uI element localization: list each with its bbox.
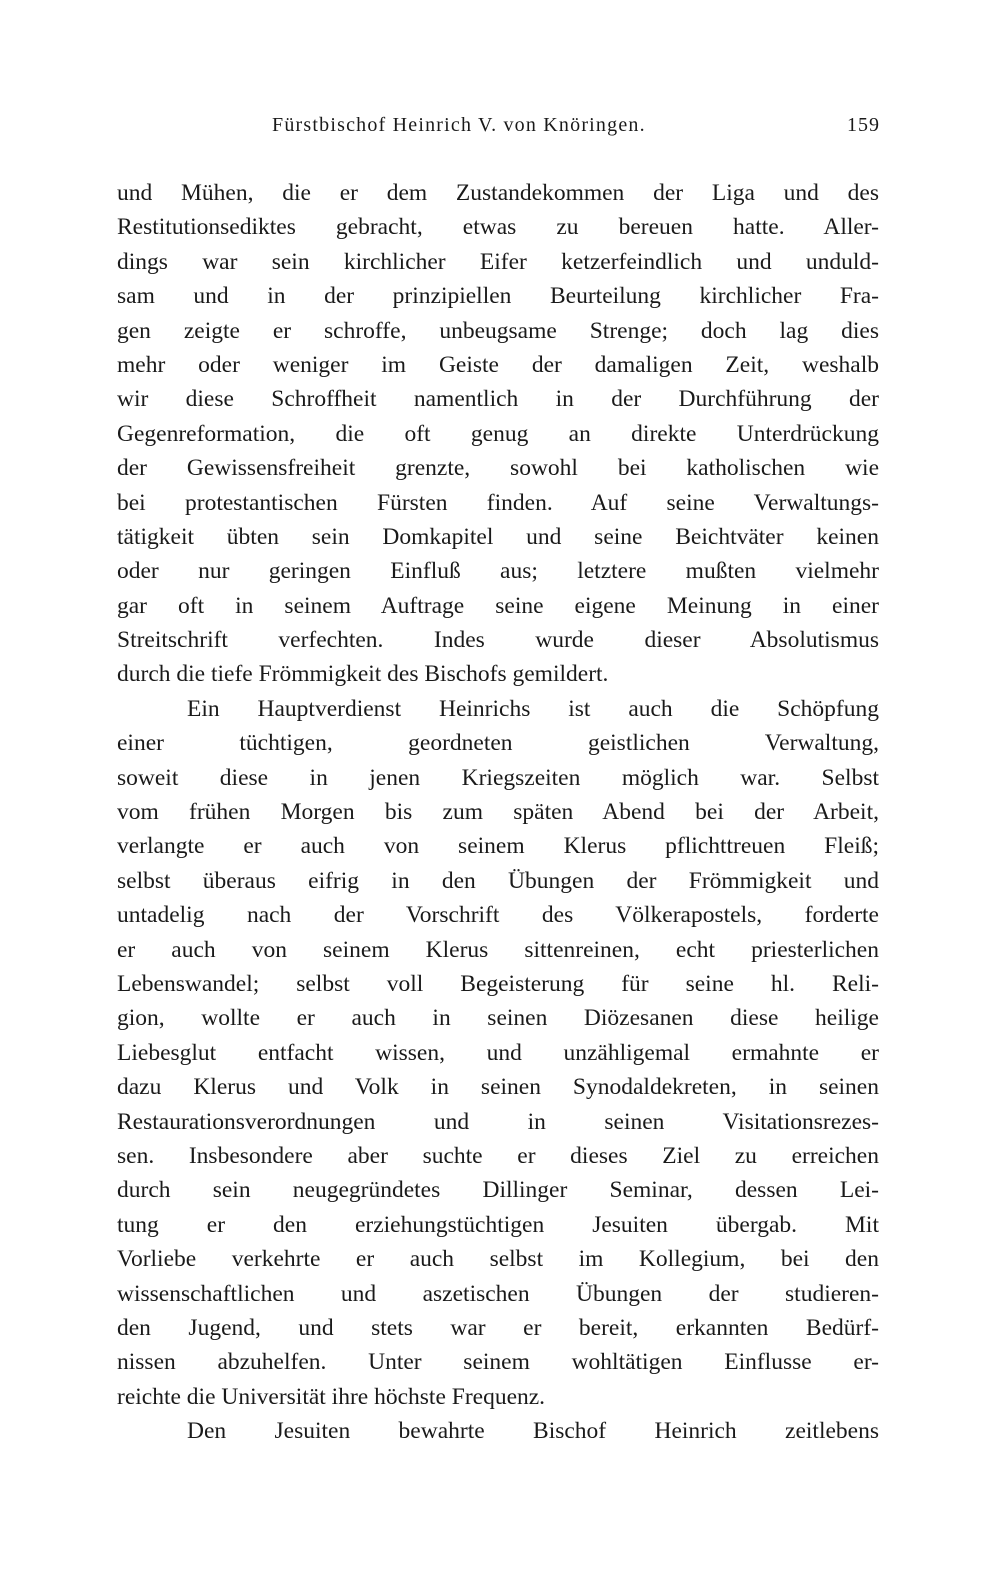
text-line: den Jugend, und stets war er bereit, erkannten Bedürf- [117,1314,879,1341]
text-line: reichte die Universität ihre höchste Frequenz. [117,1383,546,1410]
text-line: soweit diese in jenen Kriegszeiten möglich war. Selbst [117,764,879,791]
text-line: Vorliebe verkehrte er auch selbst im Kollegium, bei den [117,1246,879,1273]
text-line: gen zeigte er schroffe, unbeugsame Strenge; doch lag dies [117,317,879,344]
text-line: vom frühen Morgen bis zum späten Abend bei der Arbeit, [117,799,879,826]
text-line: gar oft in seinem Auftrage seine eigene Meinung in einer [117,592,879,619]
text-line: Streitschrift verfechten. Indes wurde dieser Absolutismus [117,627,879,654]
text-line: oder nur geringen Einfluß aus; letztere mußten vielmehr [117,558,879,585]
text-line: dings war sein kirchlicher Eifer ketzerfeindlich und unduld- [117,248,879,275]
text-line: sen. Insbesondere aber suchte er dieses Ziel zu erreichen [117,1142,879,1169]
text-line: Liebesglut entfacht wissen, und unzähligemal ermahnte er [117,1039,879,1066]
text-line: selbst überaus eifrig in den Übungen der Frömmigkeit und [117,867,879,894]
page-header [272,114,880,144]
text-line: untadelig nach der Vorschrift des Völkerapostels, forderte [117,902,879,929]
text-line: tung er den erziehungstüchtigen Jesuiten übergab. Mit [117,1211,879,1238]
text-line: verlangte er auch von seinem Klerus pflichttreuen Fleiß; [117,833,879,860]
text-line: mehr oder weniger im Geiste der damaligen Zeit, weshalb [117,351,879,378]
text-line: Restitutionsediktes gebracht, etwas zu bereuen hatte. Aller- [117,214,879,241]
text-line: Gegenreformation, die oft genug an direkte Unterdrückung [117,420,879,447]
text-line: Lebenswandel; selbst voll Begeisterung für seine hl. Reli- [117,970,879,997]
text-line: dazu Klerus und Volk in seinen Synodaldekreten, in seinen [117,1074,879,1101]
text-line: durch die tiefe Frömmigkeit des Bischofs gemildert. [117,661,609,688]
text-line: bei protestantischen Fürsten finden. Auf seine Verwaltungs- [117,489,879,516]
text-line: durch sein neugegründetes Dillinger Seminar, dessen Lei- [117,1177,879,1204]
text-line: gion, wollte er auch in seinen Diözesanen diese heilige [117,1005,879,1032]
text-line: wissenschaftlichen und aszetischen Übungen der studieren- [117,1280,879,1307]
text-line: und Mühen, die er dem Zustandekommen der Liga und des [117,180,879,206]
page-number: 159 [847,114,880,136]
text-line: der Gewissensfreiheit grenzte, sowohl bei katholischen wie [117,455,879,482]
text-line: einer tüchtigen, geordneten geistlichen Verwaltung, [117,730,879,757]
text-line: Restaurationsverordnungen und in seinen Visitationsrezes- [117,1108,879,1135]
running-title: Fürstbischof Heinrich V. von Knöringen. [272,114,646,136]
text-line: er auch von seinem Klerus sittenreinen, echt priesterlichen [117,936,879,963]
body-text [117,176,879,1448]
text-line-paragraph-start: Ein Hauptverdienst Heinrichs ist auch die Schöpfung [187,695,879,722]
text-line: wir diese Schroffheit namentlich in der Durchführung der [117,386,879,413]
text-line-paragraph-start: Den Jesuiten bewahrte Bischof Heinrich zeitlebens [187,1418,879,1445]
text-line: sam und in der prinzipiellen Beurteilung kirchlicher Fra- [117,283,879,310]
text-line: nissen abzuhelfen. Unter seinem wohltätigen Einflusse er- [117,1349,879,1376]
text-line: tätigkeit übten sein Domkapitel und seine Beichtväter keinen [117,523,879,550]
